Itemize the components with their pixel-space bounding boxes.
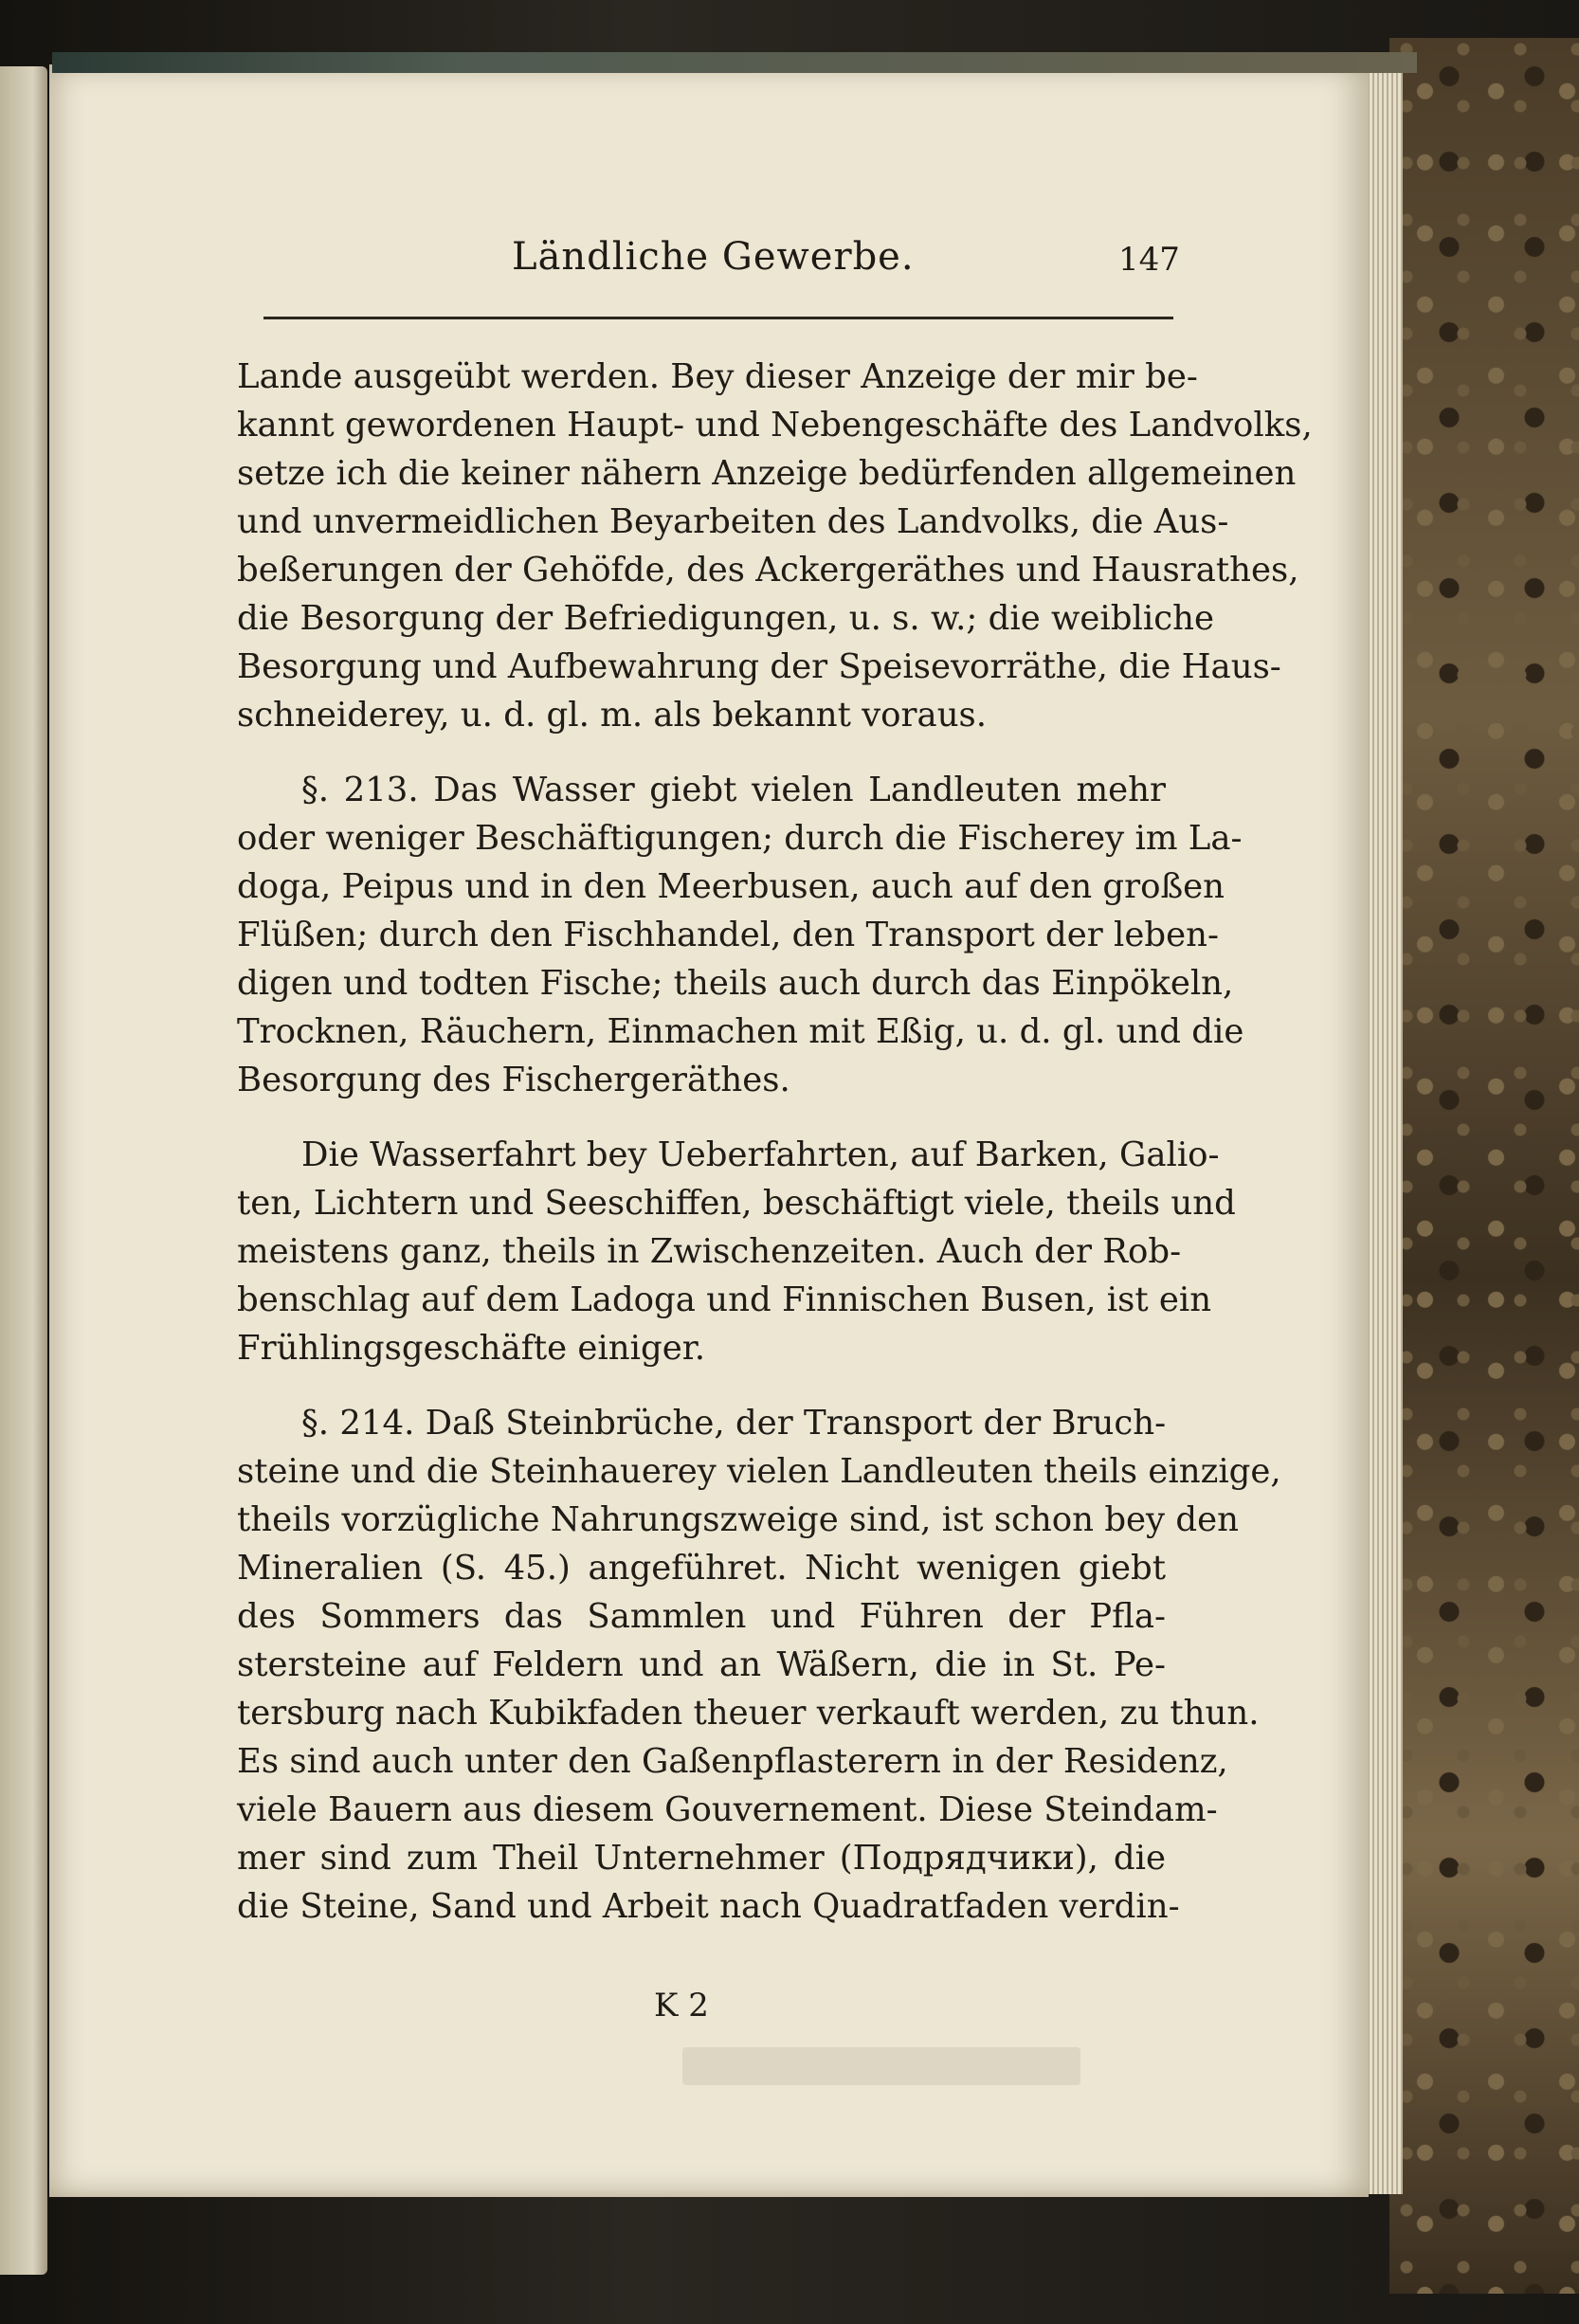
text-line: setze ich die keiner nähern Anzeige bedürfenden allgemeinen <box>237 454 1297 493</box>
text-line: Frühlingsgeschäfte einiger. <box>237 1329 706 1368</box>
text-line: stersteine auf Feldern und an Wäßern, die in St. Pe- <box>237 1645 1166 1684</box>
text-line: §. 213. Das Wasser giebt vielen Landleuten mehr <box>301 771 1166 809</box>
text-line: Lande ausgeübt werden. Bey dieser Anzeige der mir be- <box>237 357 1198 396</box>
signature-mark: K 2 <box>654 1987 709 2024</box>
page-edges <box>1365 71 1403 2194</box>
binding-strip <box>52 52 1417 73</box>
text-line: die Besorgung der Befriedigungen, u. s. w.; die weibliche <box>237 599 1214 638</box>
text-line: steine und die Steinhauerey vielen Landleuten theils einzige, <box>237 1452 1281 1491</box>
page-number: 147 <box>1118 241 1180 279</box>
text-line: ten, Lichtern und Seeschiffen, beschäftigt viele, theils und <box>237 1184 1236 1223</box>
text-line: Mineralien (S. 45.) angeführet. Nicht wenigen giebt <box>237 1549 1166 1588</box>
text-line: Besorgung und Aufbewahrung der Speisevorräthe, die Haus- <box>237 647 1281 686</box>
text-line: digen und todten Fische; theils auch durch das Einpökeln, <box>237 964 1234 1003</box>
header-rule <box>263 317 1173 319</box>
text-line: und unvermeidlichen Beyarbeiten des Landvolks, die Aus- <box>237 502 1229 541</box>
text-line: schneiderey, u. d. gl. m. als bekannt voraus. <box>237 696 988 735</box>
text-line: theils vorzügliche Nahrungszweige sind, ist schon bey den <box>237 1500 1239 1539</box>
text-line: meistens ganz, theils in Zwischenzeiten. Auch der Rob- <box>237 1232 1182 1271</box>
text-line: mer sind zum Theil Unternehmer (Подрядчики), die <box>237 1839 1166 1878</box>
text-line: die Steine, Sand und Arbeit nach Quadratfaden verdin- <box>237 1887 1180 1926</box>
text-line: §. 214. Daß Steinbrüche, der Transport der Bruch- <box>301 1404 1167 1443</box>
text-line: Flüßen; durch den Fischhandel, den Transport der leben- <box>237 916 1219 954</box>
text-line: tersburg nach Kubikfaden theuer verkauft werden, zu thun. <box>237 1694 1260 1733</box>
text-line: kannt gewordenen Haupt- und Nebengeschäfte des Landvolks, <box>237 406 1313 445</box>
text-line: oder weniger Beschäftigungen; durch die Fischerey im La- <box>237 819 1243 858</box>
text-line: Die Wasserfahrt bey Ueberfahrten, auf Barken, Galio- <box>301 1135 1220 1174</box>
running-head: Ländliche Gewerbe. <box>512 235 915 279</box>
text-line: Besorgung des Fischergeräthes. <box>237 1061 790 1099</box>
text-line: des Sommers das Sammlen und Führen der Pfla- <box>237 1597 1166 1636</box>
body-text <box>237 353 1313 1931</box>
text-line: Trocknen, Räuchern, Einmachen mit Eßig, u. d. gl. und die <box>237 1012 1244 1051</box>
text-line: benschlag auf dem Ladoga und Finnischen Busen, ist ein <box>237 1280 1212 1319</box>
text-line: viele Bauern aus diesem Gouvernement. Diese Steindam- <box>237 1790 1218 1829</box>
text-line: beßerungen der Gehöfde, des Ackergeräthes und Hausrathes, <box>237 551 1299 590</box>
text-line: doga, Peipus und in den Meerbusen, auch auf den großen <box>237 867 1225 906</box>
marbled-cover <box>1389 38 1579 2294</box>
text-line: Es sind auch unter den Gaßenpflasterern in der Residenz, <box>237 1742 1228 1781</box>
previous-page-edge <box>0 66 47 2275</box>
show-through-smudge <box>682 2047 1080 2085</box>
